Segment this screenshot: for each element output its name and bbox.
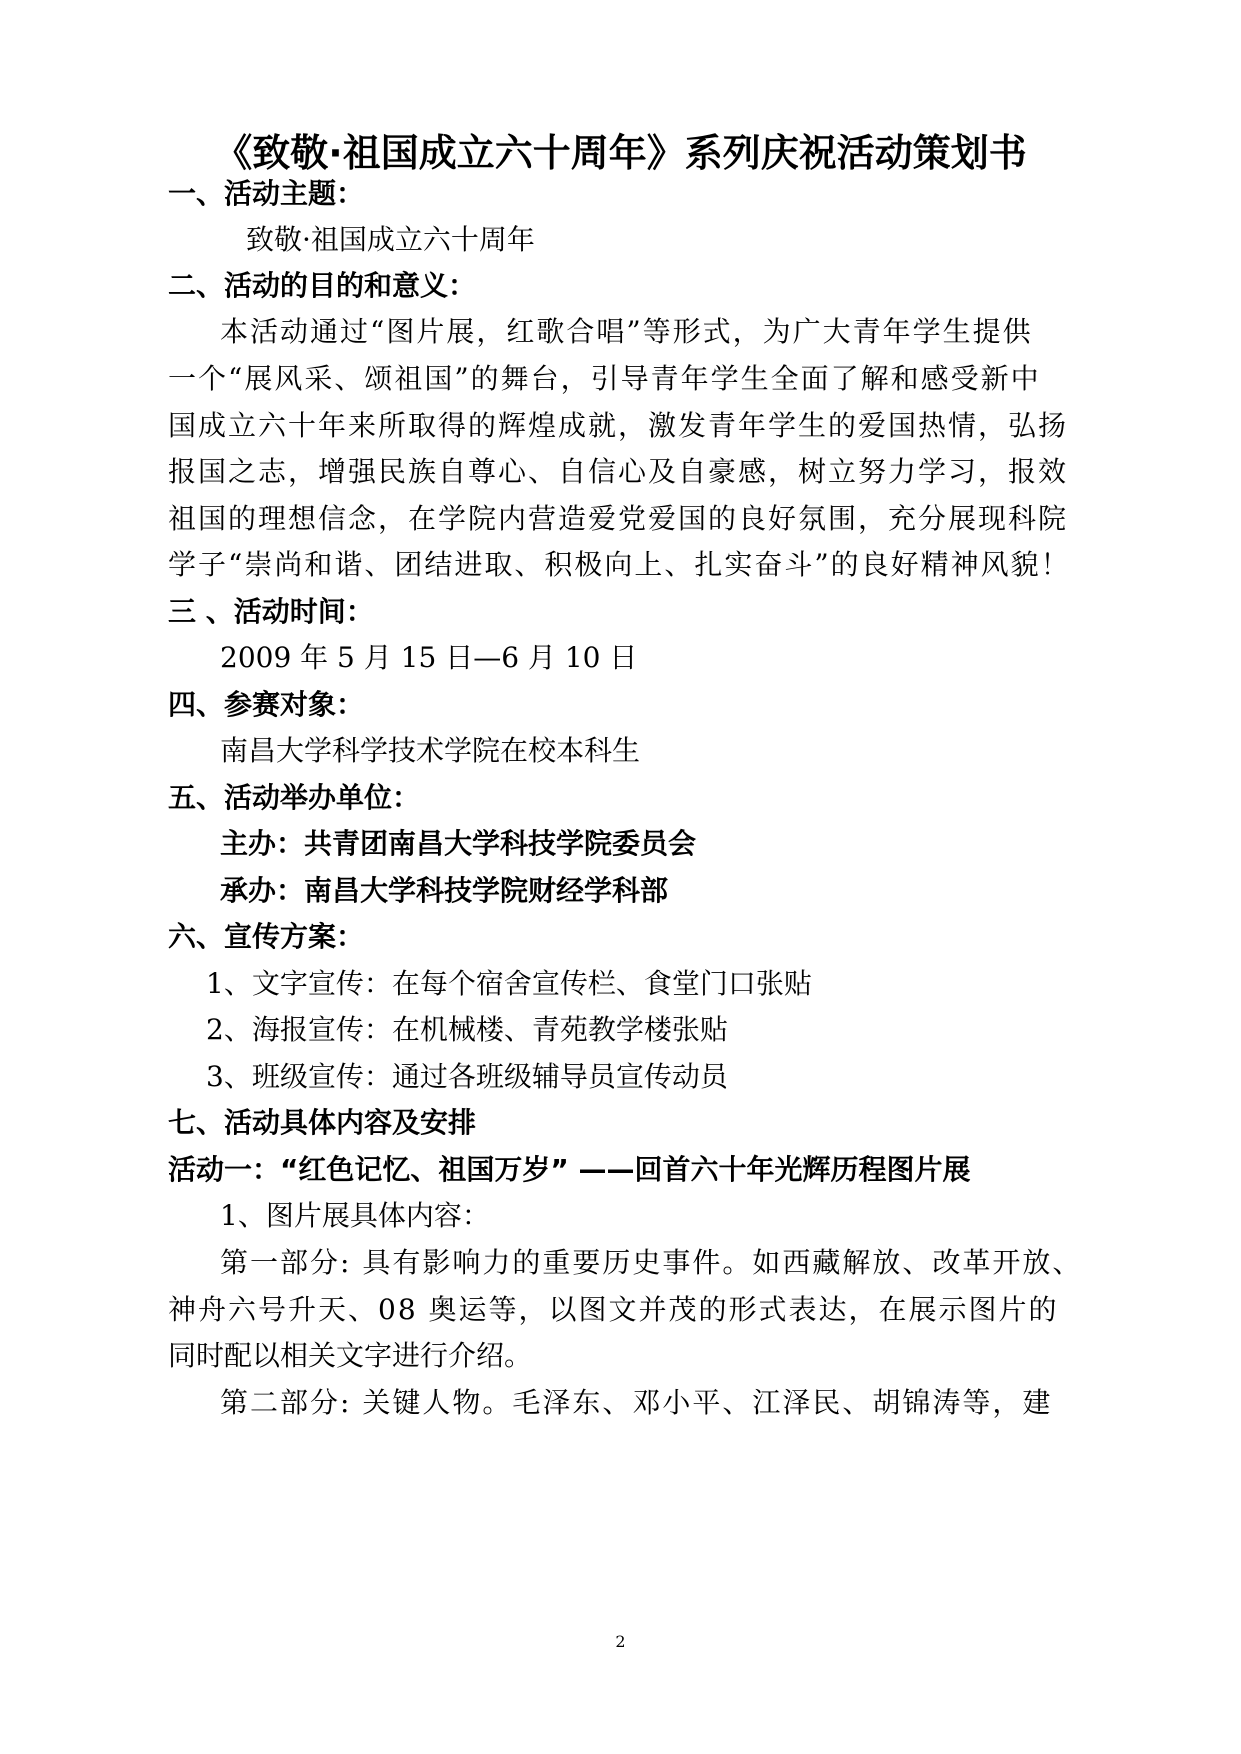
publicity-item: 1、文字宣传：在每个宿舍宣传栏、食堂门口张贴 [206, 967, 812, 1000]
publicity-item: 2、海报宣传：在机械楼、青苑教学楼张贴 [206, 1013, 728, 1046]
purpose-line: 学子“崇尚和谐、团结进取、积极向上、扎实奋斗”的良好精神风貌！ [168, 548, 1071, 581]
host-text: 主办：共青团南昌大学科技学院委员会 [220, 827, 697, 860]
section-heading-theme: 一、活动主题： [168, 177, 365, 210]
activity-one-heading: 活动一：“红色记忆、祖国万岁” ——回首六十年光辉历程图片展 [168, 1153, 971, 1186]
part-two-line: 第二部分: 关键人物。毛泽东、邓小平、江泽民、胡锦涛等，建 [220, 1386, 1053, 1419]
section-heading-organizers: 五、活动举办单位： [168, 781, 421, 814]
purpose-line: 报国之志，增强民族自尊心、自信心及自豪感，树立努力学习，报效 [168, 455, 1069, 488]
theme-text: 致敬·祖国成立六十周年 [246, 223, 535, 256]
exhibition-content-heading: 1、图片展具体内容： [220, 1199, 490, 1232]
document-title: 《致敬·祖国成立六十周年》系列庆祝活动策划书 [214, 131, 1027, 175]
section-heading-time: 三 、活动时间： [168, 595, 374, 628]
publicity-item: 3、班级宣传：通过各班级辅导员宣传动员 [206, 1060, 728, 1093]
section-heading-arrangement: 七、活动具体内容及安排 [168, 1106, 477, 1139]
part-one-line: 神舟六号升天、08 奥运等，以图文并茂的形式表达，在展示图片的 [168, 1293, 1059, 1326]
section-heading-participants: 四、参赛对象： [168, 688, 365, 721]
section-heading-purpose: 二、活动的目的和意义： [168, 269, 477, 302]
part-one-line: 第一部分: 具有影响力的重要历史事件。如西藏解放、改革开放、 [220, 1246, 1083, 1279]
part-one-line: 同时配以相关文字进行介绍。 [168, 1339, 533, 1372]
organizer-text: 承办：南昌大学科技学院财经学科部 [220, 874, 669, 907]
purpose-line: 本活动通过“图片展，红歌合唱”等形式，为广大青年学生提供 [220, 315, 1033, 348]
section-heading-publicity: 六、宣传方案： [168, 920, 365, 953]
time-text: 2009 年 5 月 15 日—6 月 10 日 [220, 641, 638, 674]
page-number: 2 [615, 1632, 626, 1651]
purpose-line: 一个“展风采、颂祖国”的舞台，引导青年学生全面了解和感受新中 [168, 362, 1041, 395]
participants-text: 南昌大学科学技术学院在校本科生 [220, 734, 641, 767]
purpose-line: 祖国的理想信念，在学院内营造爱党爱国的良好氛围，充分展现科院 [168, 502, 1069, 535]
purpose-line: 国成立六十年来所取得的辉煌成就，激发青年学生的爱国热情，弘扬 [168, 409, 1069, 442]
